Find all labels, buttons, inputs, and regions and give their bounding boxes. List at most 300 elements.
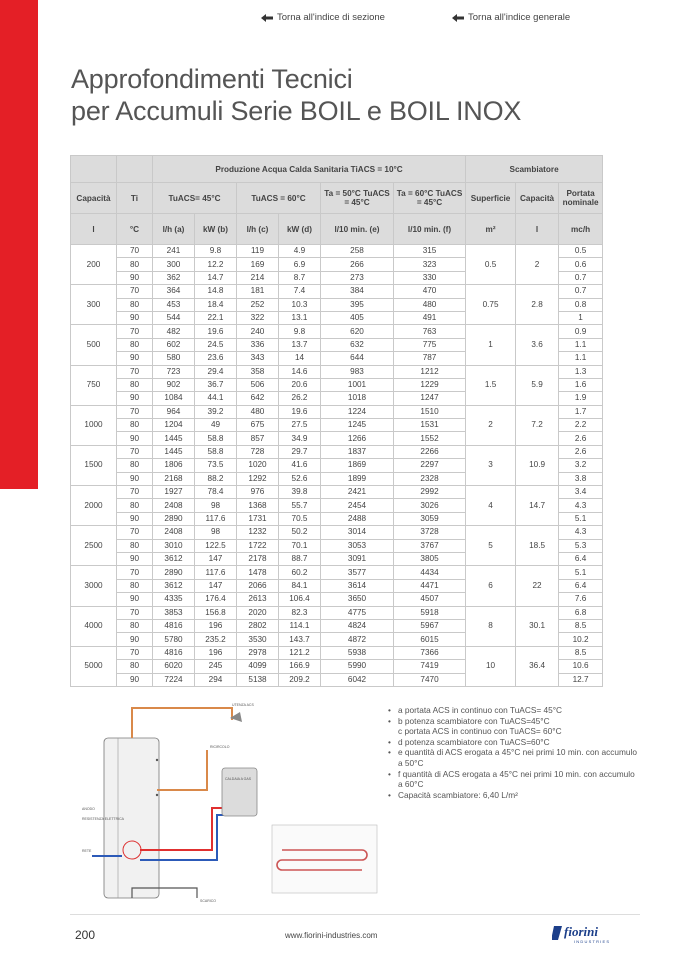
capacity-cell: 750 <box>71 365 117 405</box>
header-surface: Superficie <box>466 183 516 214</box>
capacity-cell: 2000 <box>71 486 117 526</box>
value-cell: 39.2 <box>195 405 237 418</box>
value-cell: 3728 <box>394 526 466 539</box>
label-scarico: SCARICO <box>200 899 216 903</box>
specs-table <box>70 155 603 687</box>
value-cell: 13.7 <box>279 338 321 351</box>
unit-l: l <box>71 214 117 245</box>
value-cell: 80 <box>117 459 153 472</box>
value-cell: 3767 <box>394 539 466 552</box>
value-cell: 209.2 <box>279 673 321 686</box>
value-cell: 4507 <box>394 593 466 606</box>
exchanger-capacity-cell: 30.1 <box>516 606 559 646</box>
title-line-1: Approfondimenti Tecnici <box>71 64 353 94</box>
exchanger-capacity-cell: 2 <box>516 245 559 285</box>
value-cell: 2408 <box>153 526 195 539</box>
value-cell: 1510 <box>394 405 466 418</box>
value-cell: 80 <box>117 258 153 271</box>
section-index-label: Torna all'indice di sezione <box>277 12 385 23</box>
value-cell: 2421 <box>321 486 394 499</box>
value-cell: 480 <box>237 405 279 418</box>
value-cell: 1292 <box>237 472 279 485</box>
value-cell: 90 <box>117 311 153 324</box>
value-cell: 7366 <box>394 646 466 659</box>
value-cell: 964 <box>153 405 195 418</box>
flow-cell: 6.4 <box>559 552 603 565</box>
capacity-cell: 500 <box>71 325 117 365</box>
back-arrow-icon <box>261 14 273 22</box>
table-row <box>71 566 603 579</box>
table-row <box>71 445 603 458</box>
note-item: c portata ACS in continuo con TuACS= 60°C <box>398 726 562 737</box>
value-cell: 90 <box>117 432 153 445</box>
value-cell: 5938 <box>321 646 394 659</box>
note-item: • b potenza scambiatore con TuACS=45°C <box>388 716 638 727</box>
value-cell: 1018 <box>321 392 394 405</box>
flow-cell: 0.9 <box>559 325 603 338</box>
unit-lh-c: l/h (c) <box>237 214 279 245</box>
value-cell: 330 <box>394 271 466 284</box>
value-cell: 1899 <box>321 472 394 485</box>
value-cell: 169 <box>237 258 279 271</box>
value-cell: 902 <box>153 378 195 391</box>
value-cell: 4775 <box>321 606 394 619</box>
flow-cell: 2.2 <box>559 419 603 432</box>
flow-cell: 0.8 <box>559 298 603 311</box>
exchanger-capacity-cell: 5.9 <box>516 365 559 405</box>
value-cell: 384 <box>321 285 394 298</box>
capacity-cell: 1500 <box>71 445 117 485</box>
value-cell: 315 <box>394 245 466 258</box>
value-cell: 80 <box>117 499 153 512</box>
value-cell: 12.2 <box>195 258 237 271</box>
value-cell: 1232 <box>237 526 279 539</box>
value-cell: 2178 <box>237 552 279 565</box>
table-row <box>71 405 603 418</box>
value-cell: 1247 <box>394 392 466 405</box>
exchanger-capacity-cell: 2.8 <box>516 285 559 325</box>
value-cell: 90 <box>117 593 153 606</box>
value-cell: 2168 <box>153 472 195 485</box>
value-cell: 39.8 <box>279 486 321 499</box>
value-cell: 80 <box>117 579 153 592</box>
value-cell: 2488 <box>321 512 394 525</box>
value-cell: 1224 <box>321 405 394 418</box>
value-cell: 70.1 <box>279 539 321 552</box>
value-cell: 24.5 <box>195 338 237 351</box>
value-cell: 90 <box>117 512 153 525</box>
value-cell: 29.7 <box>279 445 321 458</box>
value-cell: 14 <box>279 352 321 365</box>
value-cell: 3014 <box>321 526 394 539</box>
value-cell: 73.5 <box>195 459 237 472</box>
value-cell: 27.5 <box>279 419 321 432</box>
value-cell: 362 <box>153 271 195 284</box>
flow-cell: 4.3 <box>559 499 603 512</box>
value-cell: 3650 <box>321 593 394 606</box>
table-row <box>71 486 603 499</box>
value-cell: 642 <box>237 392 279 405</box>
flow-cell: 5.1 <box>559 566 603 579</box>
page-title <box>71 63 521 127</box>
value-cell: 147 <box>195 552 237 565</box>
value-cell: 1837 <box>321 445 394 458</box>
header-exchanger-capacity: Capacità <box>516 183 559 214</box>
flow-cell: 1.6 <box>559 378 603 391</box>
value-cell: 3612 <box>153 579 195 592</box>
exchanger-capacity-cell: 3.6 <box>516 325 559 365</box>
flow-cell: 6.8 <box>559 606 603 619</box>
value-cell: 1927 <box>153 486 195 499</box>
value-cell: 1722 <box>237 539 279 552</box>
flow-cell: 0.5 <box>559 245 603 258</box>
value-cell: 580 <box>153 352 195 365</box>
flow-cell: 8.5 <box>559 619 603 632</box>
value-cell: 235.2 <box>195 633 237 646</box>
value-cell: 90 <box>117 633 153 646</box>
value-cell: 2408 <box>153 499 195 512</box>
unit-m2: m² <box>466 214 516 245</box>
capacity-cell: 200 <box>71 245 117 285</box>
value-cell: 90 <box>117 392 153 405</box>
title-line-2: per Accumuli Serie BOIL e BOIL INOX <box>71 96 522 126</box>
value-cell: 80 <box>117 338 153 351</box>
flow-cell: 1.7 <box>559 405 603 418</box>
header-blank <box>117 156 153 183</box>
red-side-bar <box>0 0 38 489</box>
flow-cell: 2.6 <box>559 445 603 458</box>
value-cell: 122.5 <box>195 539 237 552</box>
logo-subtext: INDUSTRIES <box>574 939 611 944</box>
value-cell: 3612 <box>153 552 195 565</box>
table-row <box>71 285 603 298</box>
capacity-cell: 5000 <box>71 646 117 686</box>
label-resistenza: RESISTENZA ELETTRICA <box>82 817 125 821</box>
value-cell: 728 <box>237 445 279 458</box>
exchanger-capacity-cell: 10.9 <box>516 445 559 485</box>
flow-cell: 4.3 <box>559 526 603 539</box>
flow-cell: 3.4 <box>559 486 603 499</box>
surface-cell: 0.75 <box>466 285 516 325</box>
value-cell: 1806 <box>153 459 195 472</box>
value-cell: 240 <box>237 325 279 338</box>
flow-cell: 5.1 <box>559 512 603 525</box>
value-cell: 453 <box>153 298 195 311</box>
surface-cell: 10 <box>466 646 516 686</box>
value-cell: 544 <box>153 311 195 324</box>
value-cell: 80 <box>117 660 153 673</box>
value-cell: 78.4 <box>195 486 237 499</box>
note-item: • a portata ACS in continuo con TuACS= 45°C <box>388 705 638 716</box>
surface-cell: 5 <box>466 526 516 566</box>
value-cell: 1869 <box>321 459 394 472</box>
value-cell: 252 <box>237 298 279 311</box>
exchanger-capacity-cell: 18.5 <box>516 526 559 566</box>
label-rete: RETE <box>82 849 92 853</box>
value-cell: 80 <box>117 539 153 552</box>
value-cell: 1229 <box>394 378 466 391</box>
value-cell: 2613 <box>237 593 279 606</box>
value-cell: 70 <box>117 325 153 338</box>
unit-l10-f: l/10 min. (f) <box>394 214 466 245</box>
value-cell: 70 <box>117 245 153 258</box>
value-cell: 322 <box>237 311 279 324</box>
general-index-label: Torna all'indice generale <box>468 12 571 23</box>
value-cell: 343 <box>237 352 279 365</box>
value-cell: 4335 <box>153 593 195 606</box>
value-cell: 3530 <box>237 633 279 646</box>
value-cell: 7419 <box>394 660 466 673</box>
value-cell: 70 <box>117 405 153 418</box>
section-index-link[interactable] <box>261 12 385 23</box>
value-cell: 90 <box>117 271 153 284</box>
unit-lh-a: l/h (a) <box>153 214 195 245</box>
value-cell: 90 <box>117 472 153 485</box>
value-cell: 70 <box>117 445 153 458</box>
value-cell: 5138 <box>237 673 279 686</box>
value-cell: 482 <box>153 325 195 338</box>
installation-diagram <box>82 700 382 905</box>
value-cell: 4099 <box>237 660 279 673</box>
value-cell: 10.3 <box>279 298 321 311</box>
value-cell: 620 <box>321 325 394 338</box>
value-cell: 3059 <box>394 512 466 525</box>
value-cell: 470 <box>394 285 466 298</box>
header-blank <box>71 156 117 183</box>
value-cell: 58.8 <box>195 445 237 458</box>
value-cell: 50.2 <box>279 526 321 539</box>
table-row <box>71 526 603 539</box>
value-cell: 143.7 <box>279 633 321 646</box>
note-item: • d potenza scambiatore con TuACS=60°C <box>388 737 638 748</box>
value-cell: 22.1 <box>195 311 237 324</box>
value-cell: 2890 <box>153 512 195 525</box>
capacity-cell: 1000 <box>71 405 117 445</box>
header-ta50: Ta = 50°C TuACS = 45°C <box>321 183 394 214</box>
unit-mch: mc/h <box>559 214 603 245</box>
value-cell: 9.8 <box>195 245 237 258</box>
boiler-illustration <box>222 768 257 816</box>
back-arrow-icon <box>452 14 464 22</box>
table-row <box>71 245 603 258</box>
value-cell: 70 <box>117 365 153 378</box>
value-cell: 18.4 <box>195 298 237 311</box>
value-cell: 1212 <box>394 365 466 378</box>
value-cell: 80 <box>117 619 153 632</box>
flow-cell: 12.7 <box>559 673 603 686</box>
notes-list <box>388 705 638 800</box>
exchanger-capacity-cell: 22 <box>516 566 559 606</box>
unit-kw-d: kW (d) <box>279 214 321 245</box>
value-cell: 787 <box>394 352 466 365</box>
value-cell: 602 <box>153 338 195 351</box>
value-cell: 176.4 <box>195 593 237 606</box>
surface-cell: 1 <box>466 325 516 365</box>
header-capacity: Capacità <box>71 183 117 214</box>
flow-cell: 10.2 <box>559 633 603 646</box>
unit-l10-e: l/10 min. (e) <box>321 214 394 245</box>
capacity-cell: 300 <box>71 285 117 325</box>
value-cell: 2066 <box>237 579 279 592</box>
note-item: • Capacità scambiatore: 6,40 L/m² <box>388 790 638 801</box>
value-cell: 117.6 <box>195 566 237 579</box>
flow-cell: 0.7 <box>559 271 603 284</box>
capacity-cell: 4000 <box>71 606 117 646</box>
value-cell: 88.7 <box>279 552 321 565</box>
surface-cell: 6 <box>466 566 516 606</box>
value-cell: 1001 <box>321 378 394 391</box>
value-cell: 82.3 <box>279 606 321 619</box>
value-cell: 1445 <box>153 445 195 458</box>
value-cell: 632 <box>321 338 394 351</box>
unit-kw-b: kW (b) <box>195 214 237 245</box>
capacity-cell: 2500 <box>71 526 117 566</box>
note-item: • e quantità di ACS erogata a 45°C nei primi 10 min. con accumulo a 50°C <box>388 747 638 768</box>
value-cell: 273 <box>321 271 394 284</box>
unit-l: l <box>516 214 559 245</box>
value-cell: 3805 <box>394 552 466 565</box>
surface-cell: 2 <box>466 405 516 445</box>
header-flow: Portata nominale <box>559 183 603 214</box>
table-row <box>71 325 603 338</box>
value-cell: 5780 <box>153 633 195 646</box>
value-cell: 90 <box>117 673 153 686</box>
header-exchanger: Scambiatore <box>466 156 603 183</box>
value-cell: 70 <box>117 646 153 659</box>
value-cell: 19.6 <box>279 405 321 418</box>
surface-cell: 4 <box>466 486 516 526</box>
logo-text: fiorini <box>564 924 598 939</box>
value-cell: 70 <box>117 285 153 298</box>
value-cell: 2890 <box>153 566 195 579</box>
value-cell: 983 <box>321 365 394 378</box>
value-cell: 358 <box>237 365 279 378</box>
value-cell: 84.1 <box>279 579 321 592</box>
flow-cell: 3.2 <box>559 459 603 472</box>
exchanger-capacity-cell: 14.7 <box>516 486 559 526</box>
value-cell: 6.9 <box>279 258 321 271</box>
table-row <box>71 646 603 659</box>
value-cell: 5967 <box>394 619 466 632</box>
flow-cell: 0.7 <box>559 285 603 298</box>
value-cell: 20.6 <box>279 378 321 391</box>
value-cell: 29.4 <box>195 365 237 378</box>
value-cell: 7470 <box>394 673 466 686</box>
header-tu45: TuACS= 45°C <box>153 183 237 214</box>
table-row <box>71 606 603 619</box>
value-cell: 70 <box>117 486 153 499</box>
value-cell: 196 <box>195 646 237 659</box>
header-tu60: TuACS = 60°C <box>237 183 321 214</box>
value-cell: 13.1 <box>279 311 321 324</box>
value-cell: 88.2 <box>195 472 237 485</box>
value-cell: 266 <box>321 258 394 271</box>
flow-cell: 8.5 <box>559 646 603 659</box>
value-cell: 4.9 <box>279 245 321 258</box>
value-cell: 44.1 <box>195 392 237 405</box>
value-cell: 70 <box>117 526 153 539</box>
value-cell: 121.2 <box>279 646 321 659</box>
flow-cell: 6.4 <box>559 579 603 592</box>
value-cell: 1266 <box>321 432 394 445</box>
flow-cell: 2.6 <box>559 432 603 445</box>
value-cell: 117.6 <box>195 512 237 525</box>
general-index-link[interactable] <box>452 12 570 23</box>
value-cell: 3577 <box>321 566 394 579</box>
value-cell: 156.8 <box>195 606 237 619</box>
value-cell: 976 <box>237 486 279 499</box>
value-cell: 196 <box>195 619 237 632</box>
value-cell: 147 <box>195 579 237 592</box>
value-cell: 58.8 <box>195 432 237 445</box>
exchanger-capacity-cell: 7.2 <box>516 405 559 445</box>
value-cell: 1731 <box>237 512 279 525</box>
value-cell: 491 <box>394 311 466 324</box>
value-cell: 3853 <box>153 606 195 619</box>
value-cell: 3053 <box>321 539 394 552</box>
value-cell: 181 <box>237 285 279 298</box>
value-cell: 2978 <box>237 646 279 659</box>
value-cell: 4824 <box>321 619 394 632</box>
label-anodo: ANODO <box>82 807 95 811</box>
flow-cell: 3.8 <box>559 472 603 485</box>
website-link[interactable]: www.fiorini-industries.com <box>285 931 378 940</box>
value-cell: 1020 <box>237 459 279 472</box>
value-cell: 49 <box>195 419 237 432</box>
value-cell: 7.4 <box>279 285 321 298</box>
value-cell: 1445 <box>153 432 195 445</box>
value-cell: 5918 <box>394 606 466 619</box>
value-cell: 6042 <box>321 673 394 686</box>
value-cell: 4816 <box>153 646 195 659</box>
flow-cell: 1 <box>559 311 603 324</box>
top-navigation <box>0 12 678 26</box>
value-cell: 214 <box>237 271 279 284</box>
value-cell: 3026 <box>394 499 466 512</box>
value-cell: 2802 <box>237 619 279 632</box>
value-cell: 857 <box>237 432 279 445</box>
flow-cell: 1.1 <box>559 338 603 351</box>
value-cell: 480 <box>394 298 466 311</box>
note-item: • f quantità di ACS erogata a 45°C nei primi 10 min. con accumulo a 60°C <box>388 769 638 790</box>
value-cell: 70.5 <box>279 512 321 525</box>
value-cell: 1368 <box>237 499 279 512</box>
value-cell: 1245 <box>321 419 394 432</box>
footer-divider <box>70 914 640 915</box>
value-cell: 405 <box>321 311 394 324</box>
header-ti: Ti <box>117 183 153 214</box>
value-cell: 52.6 <box>279 472 321 485</box>
value-cell: 41.6 <box>279 459 321 472</box>
value-cell: 2020 <box>237 606 279 619</box>
header-ta60: Ta = 60°C TuACS = 45°C <box>394 183 466 214</box>
value-cell: 5990 <box>321 660 394 673</box>
value-cell: 675 <box>237 419 279 432</box>
value-cell: 90 <box>117 352 153 365</box>
value-cell: 336 <box>237 338 279 351</box>
value-cell: 3091 <box>321 552 394 565</box>
value-cell: 258 <box>321 245 394 258</box>
value-cell: 506 <box>237 378 279 391</box>
flow-cell: 7.6 <box>559 593 603 606</box>
value-cell: 98 <box>195 499 237 512</box>
value-cell: 114.1 <box>279 619 321 632</box>
value-cell: 90 <box>117 552 153 565</box>
value-cell: 294 <box>195 673 237 686</box>
value-cell: 19.6 <box>195 325 237 338</box>
value-cell: 323 <box>394 258 466 271</box>
header-production: Produzione Acqua Calda Sanitaria TiACS = 10°C <box>153 156 466 183</box>
